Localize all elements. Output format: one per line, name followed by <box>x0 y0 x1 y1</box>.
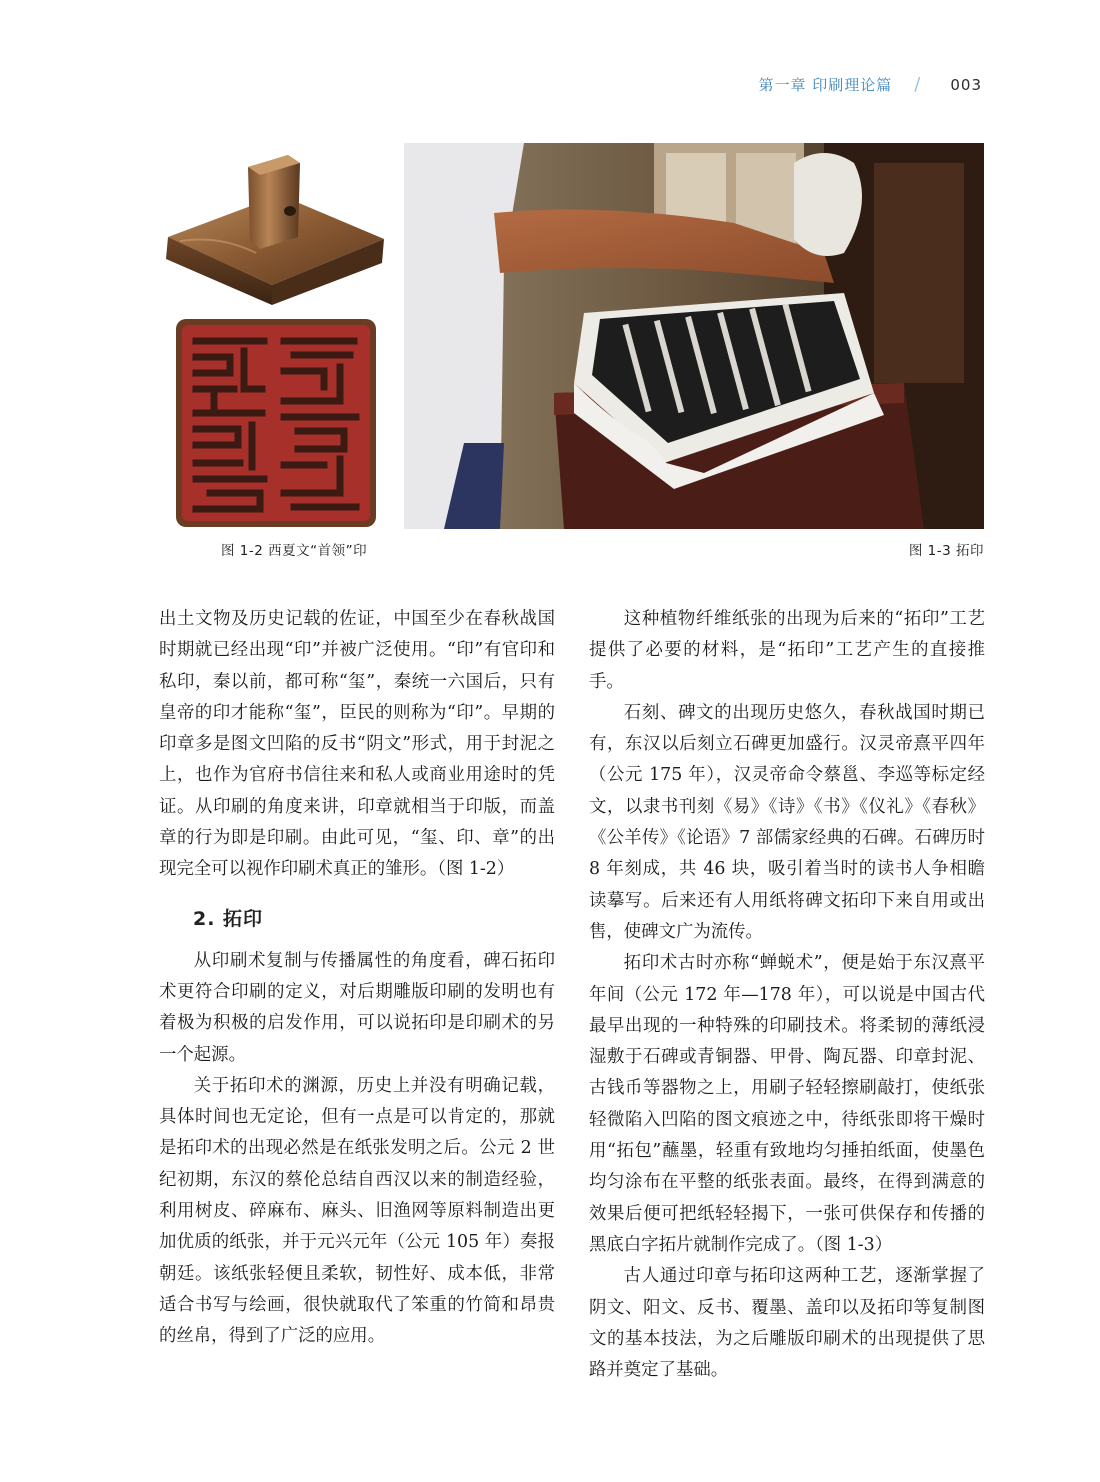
rubbing-figure <box>404 143 984 529</box>
seal-figure <box>160 145 390 530</box>
running-header <box>759 74 983 95</box>
seal-face-photo <box>174 317 378 529</box>
rubbing-photo <box>404 143 984 529</box>
body-column-left <box>159 604 555 1353</box>
seal-figure-caption: 图 1-2 西夏文“首领”印 <box>221 543 368 559</box>
header-separator: / <box>914 74 921 95</box>
body-paragraph: 出土文物及历史记载的佐证，中国至少在春秋战国时期就已经出现“印”并被广泛使用。“印”有官印和私印，秦以前，都可称“玺”，秦统一六国后，只有皇帝的印才能称“玺”，臣民的则称为“印”。早期的印章多是图文凹陷的反书“阴文”形式，用于封泥之上，也作为官府书信往来和私人或商业用途时的凭证。从印刷的角度来讲，印章就相当于印版，而盖章的行为即是印刷。由此可见，“玺、印、章”的出现完全可以视作印刷术真正的雏形。（图 1-2） <box>159 609 555 880</box>
section-heading: 2. 拓印 <box>193 907 264 930</box>
body-paragraph: 拓印术古时亦称“蝉蜕术”，便是始于东汉熹平年间（公元 172 年—178 年），可以说是中国古代最早出现的一种特殊的印刷技术。将柔韧的薄纸浸湿敷于石碑或青铜器、甲骨、陶瓦器、印章封泥、古钱币等器物之上，用刷子轻轻擦刷敲打，使纸张轻微陷入凹陷的图文痕迹之中，待纸张即将干燥时用“拓包”蘸墨，轻重有致地均匀捶拍纸面，使墨色均匀涂布在平整的纸张表面。最终，在得到满意的效果后便可把纸轻轻揭下，一张可供保存和传播的黑底白字拓片就制作完成了。（图 1-3） <box>589 953 985 1255</box>
body-paragraph: 石刻、碑文的出现历史悠久，春秋战国时期已有，东汉以后刻立石碑更加盛行。汉灵帝熹平四年（公元 175 年），汉灵帝命令蔡邕、李巡等标定经文，以隶书刊刻《易》《诗》《书》《仪礼》《春秋》《公羊传》《论语》7 部儒家经典的石碑。石碑历时 8 年刻成，共 46 块，吸引着当时的读书人争相瞻读摹写。后来还有人用纸将碑文拓印下来自用或出售，使碑文广为流传。 <box>589 702 985 942</box>
chapter-title: 第一章 印刷理论篇 <box>758 76 893 94</box>
seal-knob-photo <box>160 145 390 315</box>
body-paragraph: 从印刷术复制与传播属性的角度看，碑石拓印术更符合印刷的定义，对后期雕版印刷的发明也有着极为积极的启发作用，可以说拓印是印刷术的另一个起源。 <box>159 950 555 1065</box>
body-paragraph: 关于拓印术的渊源，历史上并没有明确记载，具体时间也无定论，但有一点是可以肯定的，那就是拓印术的出现必然是在纸张发明之后。公元 2 世纪初期，东汉的蔡伦总结自西汉以来的制造经验，利用树皮、碎麻布、麻头、旧渔网等原料制造出更加优质的纸张，并于元兴元年（公元 105 年）奏报朝廷。该纸张轻便且柔软，韧性好、成本低，非常适合书写与绘画，很快就取代了笨重的竹简和昂贵的丝帛，得到了广泛的应用。 <box>159 1075 555 1347</box>
body-paragraph: 这种植物纤维纸张的出现为后来的“拓印”工艺提供了必要的材料，是“拓印”工艺产生的直接推手。 <box>589 609 985 692</box>
body-paragraph: 古人通过印章与拓印这两种工艺，逐渐掌握了阴文、阳文、反书、覆墨、盖印以及拓印等复制图文的基本技法，为之后雕版印刷术的出现提供了思路并奠定了基础。 <box>589 1266 985 1381</box>
rubbing-figure-caption: 图 1-3 拓印 <box>908 543 984 559</box>
page-number: 003 <box>950 76 982 94</box>
body-column-right <box>589 604 985 1386</box>
